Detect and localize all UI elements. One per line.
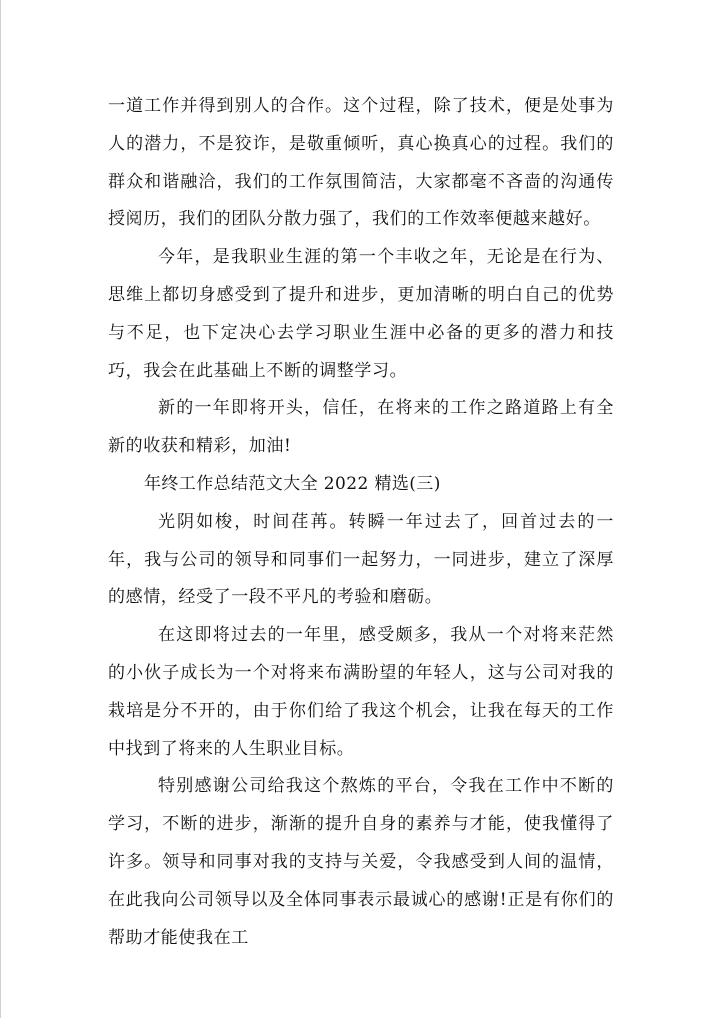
- paragraph-continued: 一道工作并得到别人的合作。这个过程，除了技术，便是处事为人的潜力，不是狡诈，是敬重倾听，真心换真心的过程。我们的群众和谐融洽，我们的工作氛围简洁，大家都毫不吝啬的沟通传授阅历，我们的团队分散力强了，我们的工作效率便越来越好。: [108, 96, 614, 230]
- document-body: [108, 88, 614, 957]
- paragraph-gratitude: 特别感谢公司给我这个熬炼的平台，令我在工作中不断的学习，不断的进步，渐渐的提升自身的素养与才能，使我懂得了许多。领导和同事对我的支持与关爱，令我感受到人间的温情，在此我向公司领导以及全体同事表示最诚心的感谢!正是有你们的帮助才能使我在工: [108, 776, 614, 948]
- paragraph-this-year: 今年，是我职业生涯的第一个丰收之年，无论是在行为、思维上都切身感受到了提升和进步，更加清晰的明白自己的优势与不足，也下定决心去学习职业生涯中必备的更多的潜力和技巧，我会在此基础上不断的调整学习。: [108, 247, 614, 381]
- paragraph-new-year: 新的一年即将开头，信任，在将来的工作之路道路上有全新的收获和精彩，加油!: [108, 398, 614, 457]
- section-heading: 年终工作总结范文大全 2022 精选(三): [144, 473, 441, 494]
- page-left-edge: [0, 0, 1, 1018]
- paragraph-growth: 在这即将过去的一年里，感受颇多，我从一个对将来茫然的小伙子成长为一个对将来布满盼望的年轻人，这与公司对我的栽培是分不开的，由于你们给了我这个机会，让我在每天的工作中找到了将来的人生职业目标。: [108, 625, 614, 759]
- paragraph-time-flies: 光阴如梭，时间荏苒。转瞬一年过去了，回首过去的一年，我与公司的领导和同事们一起努力，一同进步，建立了深厚的感情，经受了一段不平凡的考验和磨砺。: [108, 511, 614, 608]
